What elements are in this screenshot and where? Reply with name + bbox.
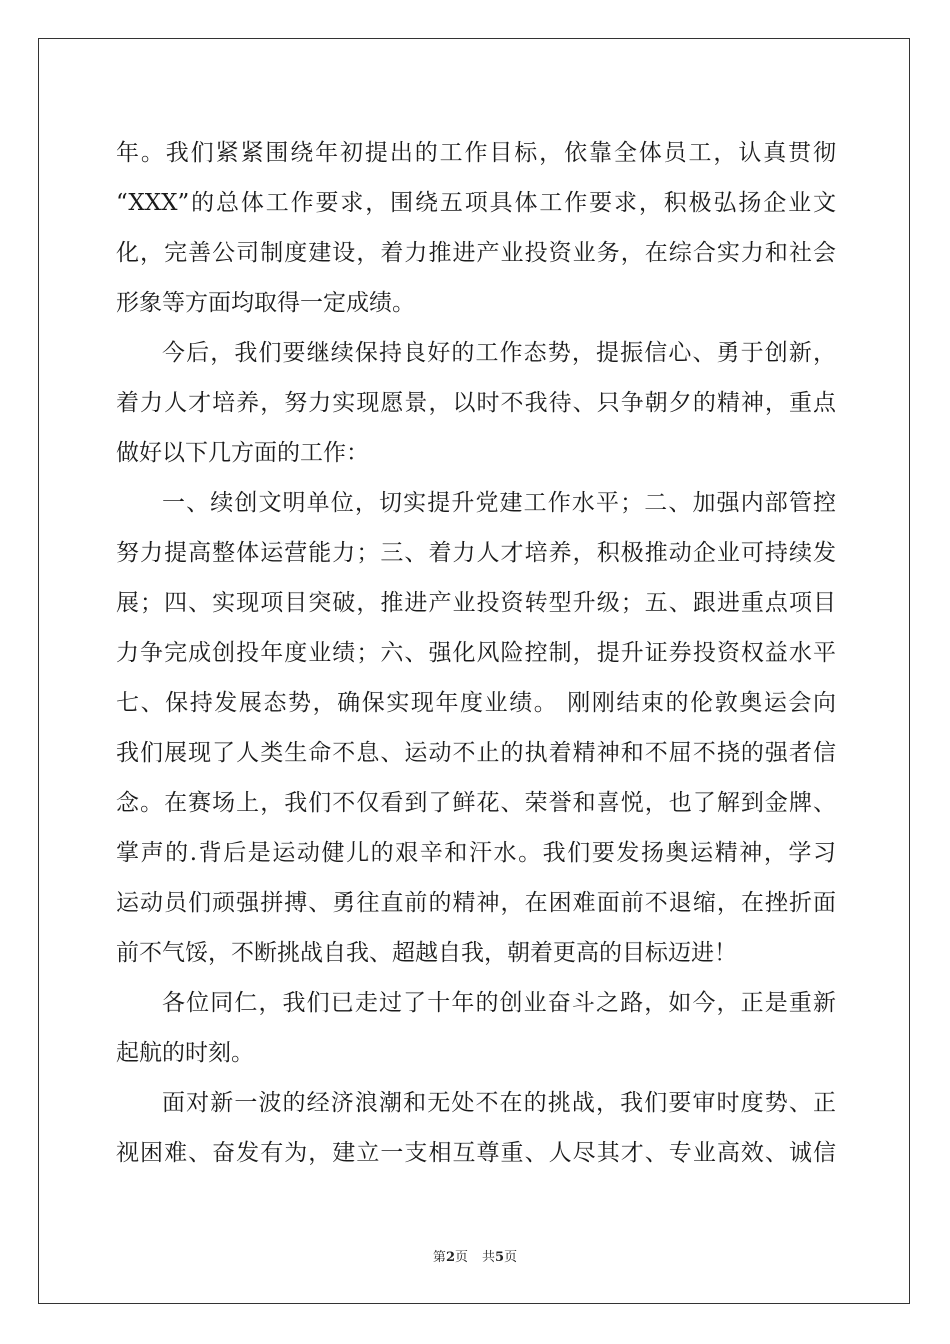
text-line: 化，完善公司制度建设，着力推进产业投资业务，在综合实力和社会 [116,240,836,266]
text-line: 展；四、实现项目突破，推进产业投资转型升级；五、跟进重点项目 [116,590,836,616]
page-suffix: 页 [454,1250,468,1265]
text-line: 面对新一波的经济浪潮和无处不在的挑战，我们要审时度势、正 [162,1090,836,1116]
text-line: 掌声的.背后是运动健儿的艰辛和汗水。我们要发扬奥运精神，学习 [116,840,836,866]
text-line: 视困难、奋发有为，建立一支相互尊重、人尽其才、专业高效、诚信 [116,1140,836,1166]
total-pages: 5 [495,1250,505,1265]
page-number: 2 [445,1250,455,1265]
text-line: 做好以下几方面的工作： [116,440,369,466]
total-suffix: 页 [504,1250,518,1265]
text-line: 七、保持发展态势，确保实现年度业绩。 刚刚结束的伦敦奥运会向 [116,690,836,716]
page-prefix: 第 [432,1250,446,1265]
text-line: “XXX”的总体工作要求，围绕五项具体工作要求，积极弘扬企业文 [116,190,836,216]
text-line: 念。在赛场上，我们不仅看到了鲜花、荣誉和喜悦，也了解到金牌、 [116,790,836,816]
total-prefix: 共 [482,1250,496,1265]
text-line: 力争完成创投年度业绩；六、强化风险控制，提升证券投资权益水平 [116,640,836,666]
document-body [116,128,836,1178]
text-line: 形象等方面均取得一定成绩。 [116,290,415,316]
text-line: 我们展现了人类生命不息、运动不止的执着精神和不屈不挠的强者信 [116,740,836,766]
text-line: 着力人才培养，努力实现愿景，以时不我待、只争朝夕的精神，重点 [116,390,836,416]
text-line: 运动员们顽强拼搏、勇往直前的精神，在困难面前不退缩，在挫折面 [116,890,836,916]
text-line: 一、续创文明单位，切实提升党建工作水平；二、加强内部管控 [162,490,836,516]
text-line: 各位同仁，我们已走过了十年的创业奋斗之路，如今，正是重新 [162,990,836,1016]
text-line: 努力提高整体运营能力；三、着力人才培养，积极推动企业可持续发 [116,540,836,566]
text-line: 起航的时刻。 [116,1040,254,1066]
text-line: 年。我们紧紧围绕年初提出的工作目标，依靠全体员工，认真贯彻 [116,140,836,166]
text-line: 前不气馁，不断挑战自我、超越自我，朝着更高的目标迈进！ [116,940,737,966]
text-line: 今后，我们要继续保持良好的工作态势，提振信心、勇于创新， [162,340,836,366]
page-footer [0,1246,950,1265]
